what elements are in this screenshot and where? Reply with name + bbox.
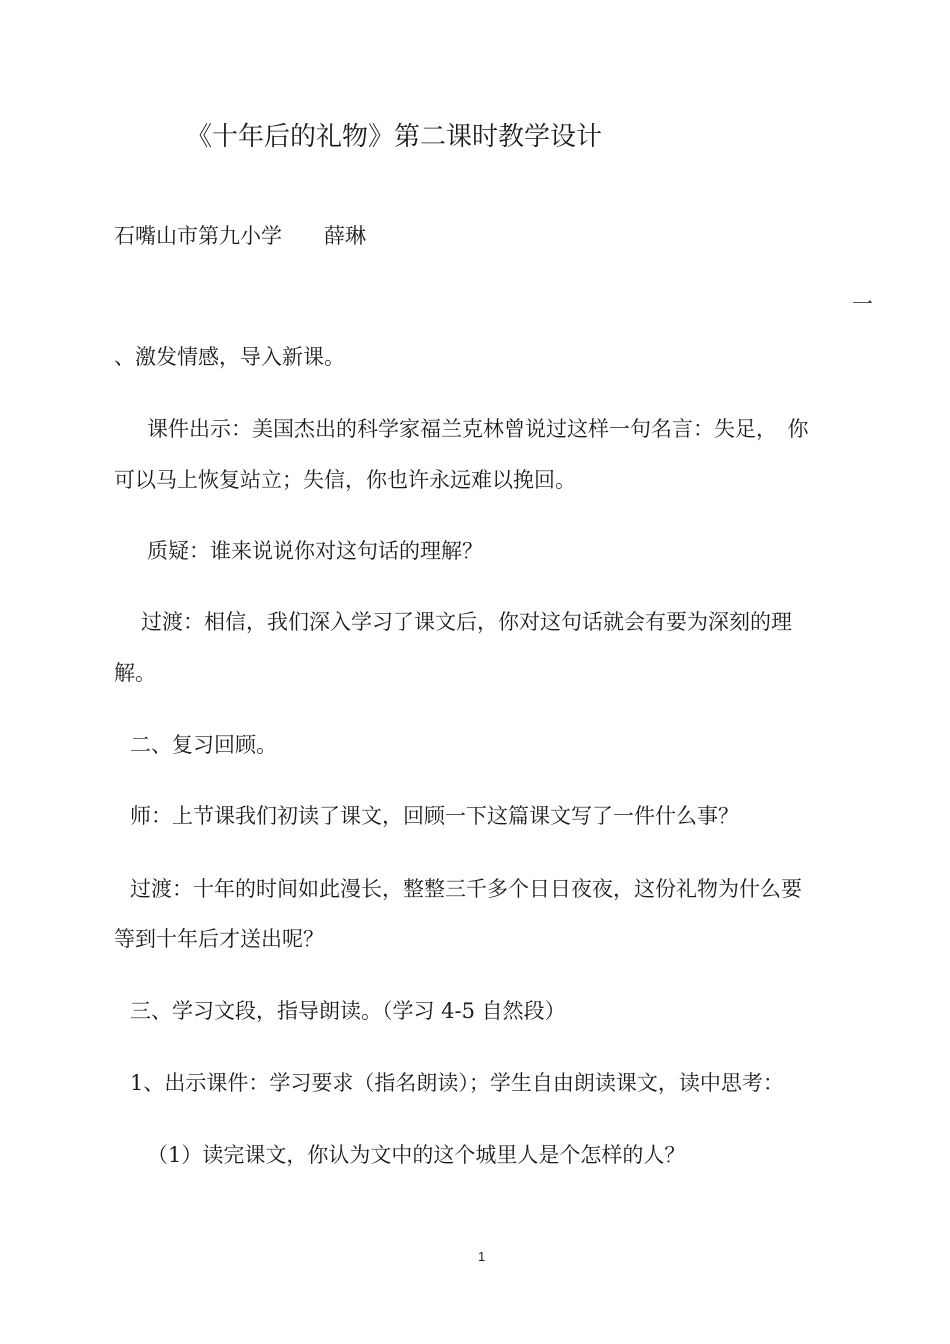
paragraph: 1、出示课件：学习要求（指名朗读）；学生自由朗读课文，读中思考： xyxy=(130,1071,784,1095)
paragraph: 质疑：谁来说说你对这句话的理解？ xyxy=(147,539,483,563)
paragraph: 课件出示：美国杰出的科学家福兰克林曾说过这样一句名言：失足， 你 xyxy=(147,417,809,441)
paragraph: 过渡：十年的时间如此漫长，整整三千多个日日夜夜，这份礼物为什么要 xyxy=(130,877,802,901)
paragraph: 一 xyxy=(852,292,873,316)
section-heading: 、激发情感，导入新课。 xyxy=(114,345,345,369)
paragraph: 可以马上恢复站立；失信，你也许永远难以挽回。 xyxy=(114,468,576,492)
page-title: 《十年后的礼物》第二课时教学设计 xyxy=(186,122,603,152)
paragraph: 等到十年后才送出呢？ xyxy=(114,927,324,951)
section-heading: 二、复习回顾。 xyxy=(130,733,277,757)
paragraph: 过渡：相信，我们深入学习了课文后，你对这句话就会有要为深刻的理 xyxy=(141,610,792,634)
page-number: 1 xyxy=(478,1249,486,1264)
paragraph: 师：上节课我们初读了课文，回顾一下这篇课文写了一件什么事？ xyxy=(130,804,739,828)
author-line: 石嘴山市第九小学 薛琳 xyxy=(114,224,366,248)
section-heading: 三、学习文段，指导朗读。（学习 4-5 自然段） xyxy=(130,999,566,1023)
paragraph: 解。 xyxy=(114,661,156,685)
paragraph: （1）读完课文，你认为文中的这个城里人是个怎样的人？ xyxy=(147,1143,686,1167)
